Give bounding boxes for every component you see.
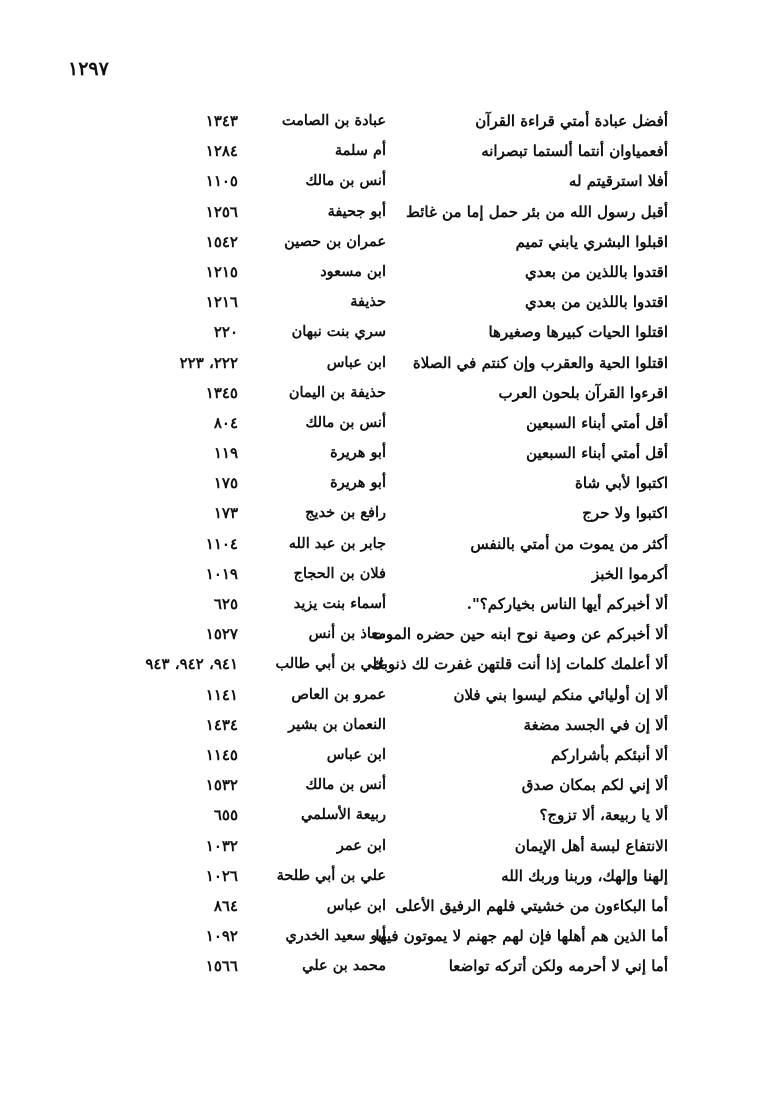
narrator-name: أنس بن مالك (305, 172, 386, 190)
hadith-reference-number: ١١٤١ (205, 685, 238, 704)
index-row (0, 891, 760, 921)
index-row (0, 498, 760, 528)
hadith-reference-number: ١٠١٩ (205, 564, 238, 583)
narrator-name: عبادة بن الصامت (281, 112, 386, 129)
narrator-name: ابن عمر (336, 836, 386, 854)
narrator-name: أنس بن مالك (305, 413, 386, 431)
hadith-reference-number: ١١٤٥ (205, 745, 238, 764)
hadith-text: الانتفاع لبسة أهل الإيمان (514, 836, 668, 855)
index-row (0, 770, 760, 800)
hadith-text: أما البكاءون من خشيتي فلهم الرفيق الأعلى (395, 896, 668, 915)
hadith-reference-number: ١٥٣٢ (205, 776, 238, 795)
hadith-text: اقرءوا القرآن بلحون العرب (498, 383, 668, 402)
index-row (0, 710, 760, 740)
index-row (0, 287, 760, 317)
narrator-name: محمد بن علي (302, 957, 386, 975)
hadith-text: إلهنا وإلهك، وربنا وربك الله (501, 866, 668, 885)
hadith-text: ألا إني لكم بمكان صدق (521, 776, 668, 795)
hadith-reference-number: ١٧٣ (213, 504, 238, 523)
hadith-reference-number: ١١٩ (213, 444, 238, 463)
hadith-text: ألا إن في الجسد مضغة (523, 715, 668, 734)
hadith-reference-number: ١١٠٥ (205, 172, 238, 191)
index-row (0, 197, 760, 227)
index-row (0, 257, 760, 287)
index-row (0, 106, 760, 136)
narrator-name: فلان بن الحجاج (293, 564, 386, 582)
hadith-reference-number: ١٠٣٢ (205, 836, 238, 855)
hadith-reference-number: ٢٢٠ (213, 323, 238, 342)
hadith-text: اقتدوا باللذين من بعدي (524, 293, 668, 312)
hadith-reference-number: ١٠٩٢ (205, 927, 238, 946)
hadith-text: أفضل عبادة أمتي قراءة القرآن (475, 112, 668, 130)
hadith-reference-number: ٦٥٥ (213, 806, 238, 825)
index-row (0, 317, 760, 347)
narrator-name: معاذ بن أنس (308, 625, 386, 643)
hadith-reference-number: ١٧٥ (213, 474, 238, 493)
hadith-text: اكتبوا ولا حرج (582, 504, 668, 523)
hadith-text: أما الذين هم أهلها فإن لهم جهنم لا يموتون فيها (375, 927, 668, 946)
index-row (0, 227, 760, 257)
hadith-text: أفلا استرقيتم له (568, 172, 668, 191)
hadith-reference-number: ٢٢٢، ٢٢٣ (179, 353, 238, 372)
hadith-text: ألا أعلمك كلمات إذا أنت قلتهن غفرت لك ذنوبك (371, 655, 668, 674)
narrator-name: ابن عباس (326, 745, 386, 763)
narrator-name: ابن مسعود (320, 262, 386, 280)
narrator-name: أسماء بنت يزيد (293, 595, 386, 612)
hadith-text: اقبلوا البشري يابني تميم (515, 232, 668, 251)
narrator-name: ابن عباس (326, 353, 386, 371)
index-row (0, 619, 760, 649)
hadith-reference-number: ٩٤١، ٩٤٢، ٩٤٣ (145, 655, 238, 674)
index-row (0, 861, 760, 891)
index-row (0, 740, 760, 770)
narrator-name: أبو هريرة (330, 444, 386, 462)
hadith-text: أكرموا الخبز (592, 564, 668, 583)
hadith-reference-number: ١٢٨٤ (205, 142, 238, 161)
hadith-reference-number: ١٥٦٦ (205, 957, 238, 976)
index-row (0, 680, 760, 710)
narrator-name: ابن عباس (326, 896, 386, 914)
hadith-reference-number: ١٣٤٥ (205, 383, 238, 402)
narrator-name: النعمان بن بشير (288, 715, 386, 733)
narrator-name: أبو سعيد الخدري (285, 927, 386, 945)
hadith-reference-number: ٨٠٤ (213, 413, 238, 432)
hadith-text: ألا يا ربيعة، ألا تزوج؟ (539, 806, 668, 825)
narrator-name: رافع بن خديج (305, 504, 386, 522)
index-row (0, 559, 760, 589)
hadith-reference-number: ١٥٢٧ (205, 625, 238, 644)
hadith-text: أقل أمتي أبناء السبعين (526, 444, 668, 463)
hadith-text: ألا أنبئكم بأشراركم (551, 745, 668, 764)
hadith-reference-number: ١٠٢٦ (205, 866, 238, 885)
narrator-name: حذيفة بن اليمان (288, 383, 386, 401)
narrator-name: سري بنت نبهان (291, 323, 386, 341)
hadith-reference-number: ١٤٣٤ (205, 715, 238, 734)
index-row (0, 589, 760, 619)
index-row (0, 408, 760, 438)
index-row (0, 438, 760, 468)
index-row (0, 831, 760, 861)
narrator-name: أنس بن مالك (305, 776, 386, 794)
page-number: ١٢٩٧ (68, 58, 109, 80)
index-row (0, 166, 760, 196)
narrator-name: ربيعة الأسلمي (301, 806, 386, 824)
hadith-text: ألا أخبركم أيها الناس بخياركم؟". (466, 595, 668, 613)
index-row (0, 529, 760, 559)
hadith-reference-number: ٦٢٥ (213, 595, 238, 613)
hadith-text: أقبل رسول الله من بئر حمل إما من غائط (406, 202, 668, 221)
narrator-name: جابر بن عبد الله (288, 534, 386, 552)
hadith-text: اقتلوا الحيات كبيرها وصغيرها (488, 323, 668, 342)
hadith-index-table (0, 106, 760, 981)
hadith-text: اكتبوا لأبي شاة (575, 474, 668, 493)
index-row (0, 800, 760, 830)
hadith-text: اقتلوا الحية والعقرب وإن كنتم في الصلاة (412, 353, 668, 372)
narrator-name: أبو جحيفة (327, 202, 386, 220)
narrator-name: عمران بن حصين (284, 232, 386, 250)
hadith-reference-number: ١٥٤٢ (205, 232, 238, 251)
narrator-name: علي بن أبي طالب (275, 655, 386, 673)
hadith-text: أقل أمتي أبناء السبعين (526, 413, 668, 432)
narrator-name: عمرو بن العاص (291, 685, 386, 703)
narrator-name: علي بن أبي طلحة (276, 866, 386, 884)
hadith-reference-number: ٨٦٤ (213, 896, 238, 915)
hadith-reference-number: ١٣٤٣ (205, 112, 238, 130)
hadith-reference-number: ١٢١٥ (205, 262, 238, 281)
index-row (0, 951, 760, 981)
hadith-text: أفعمياوان أنتما ألستما تبصرانه (481, 142, 668, 161)
index-row (0, 468, 760, 498)
hadith-reference-number: ١٢١٦ (205, 293, 238, 312)
hadith-reference-number: ١١٠٤ (205, 534, 238, 553)
narrator-name: حذيفة (350, 293, 386, 311)
narrator-name: أم سلمة (334, 142, 386, 160)
index-row (0, 136, 760, 166)
index-row (0, 378, 760, 408)
narrator-name: أبو هريرة (330, 474, 386, 492)
hadith-text: اقتدوا باللذين من بعدي (524, 262, 668, 281)
index-row (0, 649, 760, 679)
hadith-reference-number: ١٢٥٦ (205, 202, 238, 221)
hadith-text: أما إني لا أحرمه ولكن أتركه تواضعا (448, 957, 668, 976)
index-row (0, 348, 760, 378)
hadith-text: ألا أخبركم عن وصية نوح ابنه حين حضره الموت (371, 625, 668, 644)
hadith-text: أكثر من يموت من أمتي بالنفس (470, 534, 668, 553)
hadith-text: ألا إن أوليائي منكم ليسوا بني فلان (453, 685, 668, 704)
index-row (0, 921, 760, 951)
